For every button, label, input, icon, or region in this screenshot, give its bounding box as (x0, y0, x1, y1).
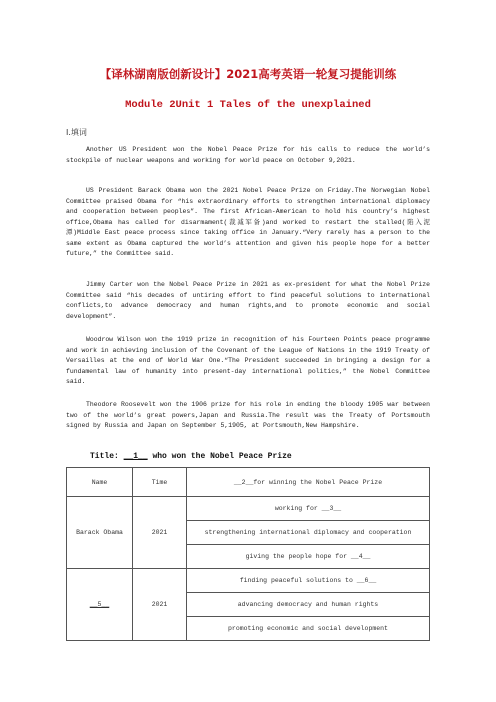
passage-paragraph: US President Barack Obama won the 2021 Nobel Peace Prize on Friday.The Norwegian Nobel Committee praised Obama for “his extraordinary efforts to strengthen international diplomacy and cooperation between peoples”. The first African-American to hold his country’s highest office,Obama has called for disarmament(裁减军备)and worked to restart the stalled(陷入泥潭)Middle East peace process since taking office in January.“Very rarely has a person to the same extent as Obama captured the world’s attention and given his people hope for a better future,” the Committee said. (66, 187, 430, 257)
table-cell-name: Barack Obama (67, 497, 133, 569)
table-cell-reason: finding peaceful solutions to __6__ (187, 569, 430, 593)
passage-paragraph: Jimmy Carter won the Nobel Peace Prize in 2021 as ex-president for what the Nobel Prize Committee said “his decades of untiring effort to find peaceful solutions to international conflicts,to advance democracy and human rights,and to promote economic and social development”. (66, 281, 430, 320)
answer-blank-1: __1__ (123, 452, 148, 461)
section-label: Ⅰ.填词 (66, 128, 87, 137)
table-header-reason: __2__for winning the Nobel Peace Prize (187, 468, 430, 497)
table-cell-reason: promoting economic and social development (187, 617, 430, 641)
table-cell-reason: giving the people hope for __4__ (187, 545, 430, 569)
task-title-prefix: Title: (90, 452, 119, 461)
table-cell-time: 2021 (133, 497, 187, 569)
table-header-name: Name (67, 468, 133, 497)
module-title: Module 2Unit 1 Tales of the unexplained (125, 99, 371, 111)
table-cell-name: __5__ (67, 569, 133, 641)
passage-paragraph: Another US President won the Nobel Peace Prize for his calls to reduce the world’s stockpile of nuclear weapons and working for world peace on October 9,2021. (66, 146, 430, 164)
document-title: 【译林湖南版创新设计】2021高考英语一轮复习提能训练 (99, 67, 397, 81)
table-cell-reason: working for __3__ (187, 497, 430, 521)
table-row (67, 569, 430, 593)
table-cell-reason: strengthening international diplomacy and cooperation (187, 521, 430, 545)
table-row (67, 497, 430, 521)
table-header-row (67, 468, 430, 497)
passage-paragraph: Theodore Roosevelt won the 1906 prize for his role in ending the bloody 1905 war between two of the world’s great powers,Japan and Russia.The result was the Treaty of Portsmouth signed by Russia and Japan on September 5,1905, at Portsmouth,New Hampshire. (66, 401, 430, 429)
table-cell-reason: advancing democracy and human rights (187, 593, 430, 617)
passage-paragraph: Woodrow Wilson won the 1919 prize in recognition of his Fourteen Points peace programme and work in achieving inclusion of the Covenant of the League of Nations in the 1919 Treaty of Versailles at the end of World War One.“The President succeeded in bringing a design for a fundamental law of humanity into present-day international politics,” the Nobel Committee said. (66, 336, 430, 385)
task-title-suffix: who won the Nobel Peace Prize (152, 452, 292, 461)
table-header-time: Time (133, 468, 187, 497)
table-cell-time: 2021 (133, 569, 187, 641)
task-title (90, 452, 292, 461)
fill-in-table (66, 467, 430, 641)
